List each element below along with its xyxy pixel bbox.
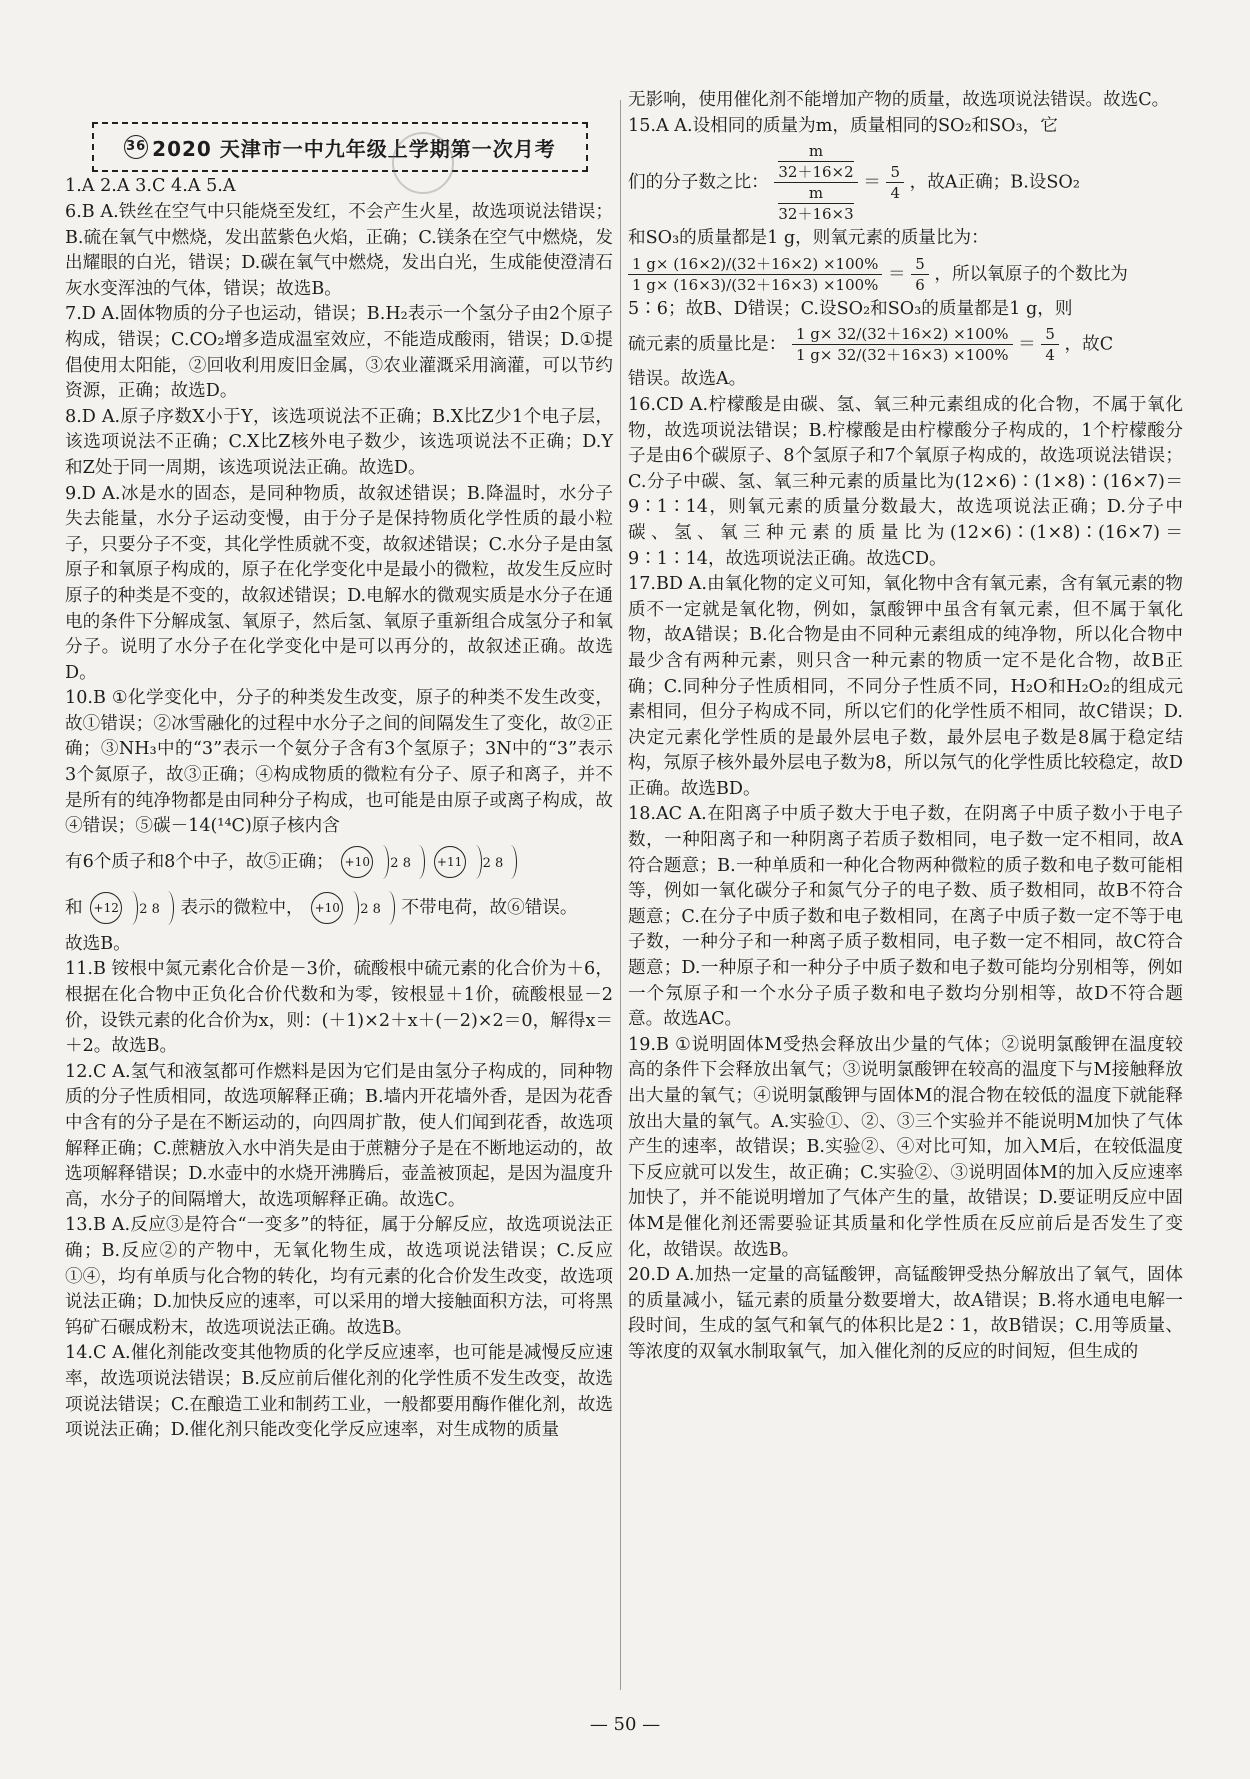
shell-arc-icon — [161, 891, 174, 925]
shell-arc-icon — [346, 891, 359, 925]
q14-continued: 无影响，使用催化剂不能增加产物的质量，故选项说法错误。故选C。 — [628, 90, 1170, 110]
shell-numbers: 2 8 — [139, 901, 160, 917]
section-number-badge: 36 — [124, 135, 148, 159]
q15-text-f1: 硫元素的质量比是： — [628, 334, 787, 355]
page-number: — 50 — — [589, 1714, 661, 1735]
equals-sign: ＝ — [863, 172, 881, 193]
q15-line-b — [628, 139, 1183, 226]
q15-text-g: 错误。故选A。 — [628, 369, 747, 390]
q16-text: 16.CD A.柠檬酸是由碳、氢、氧三种元素组成的化合物，不属于氧化物，故选项说法错误；B.柠檬酸是由柠檬酸分子构成的，1个柠檬酸分子是由6个碳原子、8个氢原子和7个氧原子构成的，故选项说法错误；C.分子中碳、氢、氧三种元素的质量比为(12×6)∶(1×8)∶(16×7)＝9∶1∶14，则氧元素的质量分数最大，故选项说法正确；D.分子中碳、氢、氧三种元素的质量比为(12×6)∶(1×8)∶(16×7)＝9∶1∶14，故选项说法正确。故选CD。 — [628, 394, 1183, 569]
fraction-5-4 — [886, 162, 904, 203]
shell-arc-icon — [504, 845, 517, 879]
molecule-ratio-fraction — [774, 141, 857, 224]
shell-arc-icon — [412, 845, 425, 879]
q10-text-b: 有6个质子和8个中子，故⑤正确； — [65, 851, 334, 872]
shell-numbers: 2 8 — [390, 855, 411, 871]
q13-text: 13.B A.反应③是符合“一变多”的特征，属于分解反应，故选项说法正确；B.反应②的产物中，无氧化物生成，故选项说法错误；C.反应①④，均有单质与化合物的转化，均有元素的化合价发生改变，故选项说法正确；D.加快反应的速率，可以采用的增大接触面积方法，可将黑钨矿石碾成粉末，故选项说法正确。故选B。 — [65, 1215, 613, 1338]
denominator-m: m — [778, 183, 853, 204]
q15-text-b1: 们的分子数之比： — [628, 172, 769, 193]
q9-text: 9.D A.冰是水的固态，是同种物质，故叙述错误；B.降温时，水分子失去能量，水分子运动变慢，由于分子是保持物质化学性质的最小粒子，只要分子不变，其化学性质就不变，故叙述错误；C.水分子是由氢原子和氧原子构成的，原子在化学变化中是最小的微粒，故发生反应时原子的种类是不变的，故叙述错误；D.电解水的微观实质是水分子在通电的条件下分解成氢、氧原子，然后氢、氧原子重新组合成氢分子和氧分子。说明了水分子在化学变化中是可以再分的，故叙述正确。故选D。 — [65, 483, 613, 683]
q15-text-f2: ，故C — [1064, 334, 1114, 355]
q11-text: 11.B 铵根中氮元素化合价是－3价，硫酸根中硫元素的化合价为＋6，根据在化合物中正负化合价代数和为零，铵根显＋1价，硫酸根显－2价，设铁元素的化合价为x，则：(＋1)×2＋x＋(－2)×2＝0，解得x＝＋2。故选B。 — [65, 959, 613, 1057]
q15-sulfur-ratio — [628, 322, 1183, 367]
q10-text-c2: 表示的微粒中， — [180, 897, 304, 918]
q10-text-c3: 不带电荷，故⑥错误。 — [401, 897, 578, 918]
shell-numbers: 2 8 — [482, 855, 504, 871]
q10-line-c — [65, 886, 613, 932]
answers-1-5: 1.A 2.A 3.C 4.A 5.A — [65, 176, 236, 196]
section-title: 2020 天津市一中九年级上学期第一次月考 — [152, 136, 556, 161]
numerator-m: m — [778, 141, 853, 162]
fraction-numerator: 5 — [1041, 324, 1059, 345]
q10-text-d: 故选B。 — [65, 933, 131, 954]
q8-text: 8.D A.原子序数X小于Y，该选项说法不正确；B.X比Z少1个电子层，该选项说法不正确；C.X比Z核外电子数少，该选项说法不正确；D.Y和Z处于同一周期，该选项说法正确。故选D。 — [65, 406, 613, 478]
shell-arc-icon — [125, 891, 138, 925]
q6-text: 6.B A.铁丝在空气中只能烧至发红，不会产生火星，故选项说法错误；B.硫在氧气中燃烧，发出蓝紫色火焰，正确；C.镁条在空气中燃烧，发出耀眼的白光，错误；D.碳在氧气中燃烧，发出白光，生成能使澄清石灰水变浑浊的气体，错误；故选B。 — [65, 202, 613, 299]
equals-sign: ＝ — [888, 264, 906, 285]
shell-numbers: 2 8 — [360, 901, 381, 917]
oxygen-mass-fraction — [628, 254, 882, 295]
fraction-numerator: 5 — [911, 254, 929, 275]
sulfur-mass-fraction — [792, 324, 1013, 365]
fraction-denominator: 4 — [1045, 346, 1055, 365]
column-divider — [620, 100, 621, 1690]
fraction-5-6 — [911, 254, 929, 295]
q12-text: 12.C A.氢气和液氢都可作燃料是因为它们是由氢分子构成的，同种物质的分子性质相同，故选项解释正确；B.墙内开花墙外香，是因为花香中含有的分子是在不断运动的，向四周扩散，使人们闻到花香，故选项解释正确；C.蔗糖放入水中消失是由于蔗糖分子是在不断地运动的，故选项解释错误；D.水壶中的水烧开沸腾后，壶盖被顶起，是因为温度升高，水分子的间隔增大，故选项解释正确。故选C。 — [65, 1061, 613, 1210]
atom-diagram-icon: +10 — [341, 846, 373, 878]
fraction-denominator: 1 g× (16×3)/(32＋16×3) ×100% — [632, 275, 879, 294]
atom-diagram-icon: +12 — [90, 892, 122, 924]
equals-sign: ＝ — [1018, 334, 1036, 355]
fraction-numerator: 5 — [886, 162, 904, 183]
fraction-numerator — [774, 141, 857, 183]
atom-diagram-icon: +10 — [311, 892, 343, 924]
q14-text: 14.C A.催化剂能改变其他物质的化学反应速率，也可能是减慢反应速率，故选项说法错误；B.反应前后催化剂的化学性质不发生改变，故选项说法错误；C.在酿造工业和制药工业，一般都要用酶作催化剂，故选项说法正确；D.催化剂只能改变化学反应速率，对生成物的质量 — [65, 1343, 613, 1441]
shell-arc-icon — [382, 891, 395, 925]
right-column — [628, 88, 1183, 1366]
q20-text: 20.D A.加热一定量的高锰酸钾，高锰酸钾受热分解放出了氧气，固体的质量减小，锰元素的质量分数要增大，故A错误；B.将水通电电解一段时间，生成的氢气和氧气的体积比是2∶1，故B错误；C.用等质量、等浓度的双氧水制取氧气，加入催化剂的反应的时间短，但生成的 — [628, 1265, 1183, 1362]
shell-arc-icon — [376, 845, 389, 879]
q10-text-c1: 和 — [65, 897, 83, 918]
q7-text: 7.D A.固体物质的分子也运动，错误；B.H₂表示一个氢分子由2个原子构成，错误；C.CO₂增多造成温室效应，不能造成酸雨，错误；D.①提倡使用太阳能，②回收利用废旧金属，③农业灌溉采用滴灌，可以节约资源，正确；故选D。 — [65, 304, 613, 402]
fraction-denominator: 6 — [915, 275, 925, 294]
q15-text-b3: ，故A正确；B.设SO₂ — [909, 172, 1080, 193]
fraction-denominator — [774, 183, 857, 224]
left-column — [65, 116, 613, 1444]
denominator-molar: 32＋16×3 — [778, 205, 854, 224]
q15-text-e: 5∶6；故B、D错误；C.设SO₂和SO₃的质量都是1 g，则 — [628, 298, 1073, 319]
q15-text-c: 和SO₃的质量都是1 g，则氧元素的质量比为： — [628, 228, 989, 249]
q15-text-d: ，所以氧原子的个数比为 — [934, 264, 1128, 285]
q17-text: 17.BD A.由氧化物的定义可知，氧化物中含有氧元素，含有氧元素的物质不一定就是氧化物，例如，氯酸钾中虽含有氧元素，但不属于氧化物，故A错误；B.化合物是由不同种元素组成的纯净物，所以化合物中最少含有两种元素，则只含一种元素的物质一定不是化合物，故B正确；C.同种分子性质相同，不同分子性质不同，H₂O和H₂O₂的组成元素相同，但分子构成不同，所以它们的化学性质不相同，故C错误；D.决定元素化学性质的是最外层电子数，最外层电子数是8属于稳定结构，氖原子核外最外层电子数为8，所以氖气的化学性质比较稳定，故D正确。故选BD。 — [628, 574, 1183, 799]
q15-text-a: 15.A A.设相同的质量为m，质量相同的SO₂和SO₃，它 — [628, 115, 1058, 136]
q18-text: 18.AC A.在阳离子中质子数大于电子数，在阴离子中质子数小于电子数，一种阳离子和一种阴离子若质子数相同，电子数一定不相同，故A符合题意；B.一种单质和一种化合物两种微粒的质子数和电子数可能相等，例如一氧化碳分子和氮气分子的电子数、质子数相同，故B不符合题意；C.在分子中质子数和电子数相同，在离子中质子数一定不等于电子数，一种分子和一种离子质子数相同，电子数一定不相同，故C符合题意；D.一种原子和一种分子中质子数和电子数可能均分别相等，例如一个氖原子和一个水分子质子数和电子数均分别相等，故D不符合题意。故选AC。 — [628, 804, 1183, 1030]
q19-text: 19.B ①说明固体M受热会释放出少量的气体；②说明氯酸钾在温度较高的条件下会释放出氧气；③说明氯酸钾在较高的温度下与M接触释放出大量的氧气；④说明氯酸钾与固体M的混合物在较低的温度下就能释放出大量的氧气。A.实验①、②、③三个实验并不能说明M加快了气体产生的速率，故错误；B.实验②、④对比可知，加入M后，在较低温度下反应就可以发生，故正确；C.实验②、③说明固体M的加入反应速率加快了，并不能说明增加了气体产生的量，故错误；D.要证明反应中固体M是催化剂还需要验证其质量和化学性质在反应前后是否发生了变化，故错误。故选B。 — [628, 1034, 1183, 1260]
atom-diagram-icon: +11 — [434, 846, 466, 878]
fraction-numerator: 1 g× 32/(32＋16×2) ×100% — [792, 324, 1013, 345]
q10-line-b — [65, 840, 613, 886]
numerator-molar: 32＋16×2 — [778, 163, 854, 182]
fraction-denominator: 4 — [890, 184, 900, 203]
fraction-5-4-b — [1041, 324, 1059, 365]
fraction-denominator: 1 g× 32/(32＋16×3) ×100% — [795, 346, 1009, 365]
q15-oxygen-ratio — [628, 252, 1183, 297]
q10-text-a: 10.B ①化学变化中，分子的种类发生改变，原子的种类不发生改变，故①错误；②冰雪融化的过程中水分子之间的间隔发生了变化，故②正确；③NH₃中的“3”表示一个氨分子含有3个氢原子；3N中的“3”表示3个氮原子，故③正确；④构成物质的微粒有分子、原子和离子，并不是所有的纯净物都是由同种分子构成，也可能是由原子或离子构成，故④错误；⑤碳－14(¹⁴C)原子核内含 — [65, 688, 613, 837]
fraction-numerator: 1 g× (16×2)/(32＋16×2) ×100% — [628, 254, 882, 275]
shell-arc-icon — [469, 845, 482, 879]
